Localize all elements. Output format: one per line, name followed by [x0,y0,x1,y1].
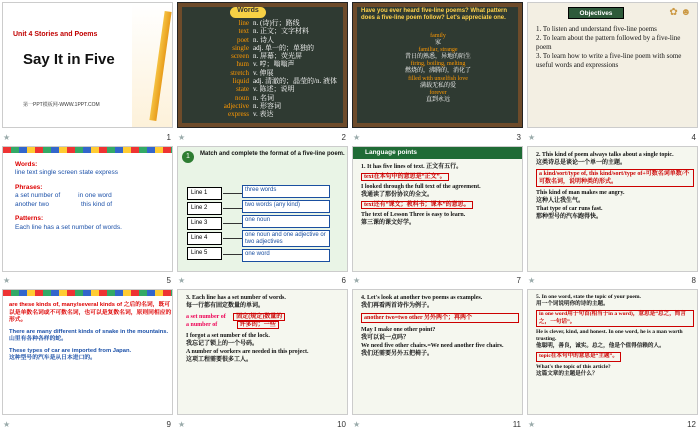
phrase: in one word [78,192,112,199]
slide-11 [352,289,523,415]
word: line [238,19,249,27]
slide-3 [352,2,523,128]
text-line: May I make one other point? [361,327,436,333]
slide-12 [527,289,698,415]
text-line: The text of Lesson Three is easy to learn. [361,211,466,218]
text-line: 那种型号的汽车跑得快。 [536,213,603,220]
phrase: another two [15,200,49,208]
word: adjective [223,101,249,110]
slide-10 [177,289,348,415]
word: screen [231,52,249,61]
line-box: Line 1 [187,187,222,200]
text-line: 我通读了那份协议的全文。 [361,191,434,198]
highlight-box: text还有“课文；教科书；课本”的意思。 [361,201,473,209]
text-line: This kind of man makes me angry. [536,189,625,196]
slide-number: 8 [691,276,696,285]
answer-box: two words (any kind) [242,200,330,213]
animation-star-icon: ★ [353,276,361,285]
phrase: this kind of [80,200,113,208]
answer-box: three words [242,185,330,198]
text-line: 这种型号的汽车是从日本进口的。 [9,355,96,361]
meaning: n. 屏幕；荧光屏 [253,52,302,61]
meaning: n. 形容词 [253,101,281,110]
text-line: 第三课的课文好学。 [361,219,416,226]
meaning: v. 哼；嗡嗡声 [253,60,295,69]
text-line: 这篇文章的主题是什么？ [536,370,598,377]
text-line: 山里有各种各样的蛇。 [9,336,67,342]
slide-body [536,294,694,378]
answer-box: one noun [242,215,330,228]
slide-body [536,151,694,221]
highlight-box: 固定(规定)数量的 [233,313,285,321]
word: hum [236,60,249,69]
text-line: 他聪明，善良，诚实。总之，他是个值得信赖的人。 [536,343,665,350]
slide-thumbnail-3[interactable] [350,0,525,144]
text-line: 2. This kind of poem always talks about a single topic. [536,151,674,158]
color-strip [3,290,173,296]
text-line: 我们还需要另外五把椅子。 [361,351,434,357]
poem [383,33,493,104]
line-box: Line 4 [187,232,222,245]
slide-number: 9 [166,419,171,429]
animation-star-icon: ★ [178,276,186,285]
animation-star-icon: ★ [3,276,11,285]
summary-text [15,161,165,233]
highlight-box: in one word用于句首(相当于in a word)，意思是“总之，简言之，一句话”。 [536,310,694,326]
text-line: 每一行都有固定数量的单词。 [186,303,265,309]
text-line: 用一个词说明你的诗的主题。 [536,301,609,308]
slide-body [361,163,519,227]
slide-thumbnail-4[interactable] [525,0,700,144]
words-text: line text single screen state express [15,169,118,176]
slide-thumbnail-12[interactable] [525,287,700,431]
phrase: a set number of [15,192,61,199]
meaning: v. 陈述；说明 [253,85,295,94]
connector-line [223,223,242,224]
meaning: adj. 清澈的；晶莹的/n. 液体 [253,77,337,86]
slide-number: 11 [512,419,521,429]
patterns-label: Patterns: [15,215,44,222]
slide-number: 4 [691,132,696,142]
text-line: 我忘记了锁上的一个号码。 [186,341,259,347]
words-label: Words: [15,160,38,168]
highlight-box: a kind/sort/type of, this kind/sort/type of+可数名词单数/不可数名词，说明种类的形式。 [536,169,694,187]
highlight-box: another two=two other 另外两个；再两个 [361,313,519,323]
word: liquid [232,77,249,86]
slide-thumbnail-5[interactable] [0,144,175,288]
slide-6 [177,146,348,272]
line-box: Line 2 [187,202,222,215]
task-text: Match and complete the format of a five-line poem. [200,150,345,157]
connector-line [223,238,242,239]
slide-number: 10 [337,419,346,429]
text-line: He is clever, kind, and honest. In one word, he is a man worth trusting. [536,328,683,343]
phrases-label: Phrases: [15,183,43,191]
answer-box: one noun and one adjective or two adjectives [242,230,330,247]
text-line: are these kinds of, many/several kinds of 之后的名词，既可以是单数名词或不可数名词，也可以是复数名词，原则同相应的形式。 [9,302,172,323]
slide-8 [527,146,698,272]
poem-line-cn: 家 [434,40,441,47]
poem-line-cn: 直到永远 [425,96,450,103]
animation-star-icon: ★ [528,132,536,142]
poem-line-cn: 昔日的熟悉，异地的陌生 [404,54,471,61]
slide-1 [2,2,173,128]
phrase: a set number of [186,314,226,320]
text-line: We need five other chairs.=We need another five chairs. [361,343,504,349]
text-line: I forgot a set number of the lock. [186,333,270,339]
poem-line-en: family [430,33,446,39]
text-line: 我可以说一点吗？ [361,335,410,341]
question-text: Have you ever heard five-line poems? What pattern does a five-line poem follow? Let's appreciate one. [361,8,508,21]
objective-item: 2. To learn about the pattern followed by a five-line poem [536,34,681,51]
slide-number: 5 [166,276,171,285]
meaning-list [253,19,346,119]
line-box: Line 5 [187,247,222,260]
word-list [193,19,249,119]
meaning: n. 诗人 [253,35,274,44]
phrase: a number of [186,322,218,328]
text-line: 3. Each line has a set number of words. [186,295,286,301]
connector-line [223,193,242,194]
slide-title: Say It in Five [23,51,115,68]
animation-star-icon: ★ [178,132,186,142]
animation-star-icon: ★ [528,276,536,285]
text-line: 这类诗总是谈论一个单一的主题。 [536,159,627,166]
text-line: There are many different kinds of snake in the mountains. [9,328,169,335]
animation-star-icon: ★ [178,419,186,429]
text-line: 5. In one word, state the topic of your poem. [536,294,641,300]
text-line: 1. It has five lines of text. 正文有五行。 [361,163,463,170]
slide-number: 7 [516,276,521,285]
highlight-box: 许多的；一些 [237,321,279,329]
slide-number: 6 [341,276,346,285]
text-line: These types of car are imported from Japan. [9,347,132,354]
meaning: n. (诗)行；路线 [253,19,300,27]
poem-line-en: filled with unselfish love [408,75,468,82]
word: noun [235,93,249,102]
slide-2 [177,2,348,128]
connector-line [223,208,242,209]
objectives-header: Objectives [568,7,624,19]
slide-thumbnail-7[interactable] [350,144,525,288]
connector-line [223,254,242,255]
poem-line-en: firing, boiling, melting [410,61,466,68]
meaning: adj. 单一的；单独的 [253,43,315,52]
poem-line-cn: 燃烧的，沸腾的，消化了 [404,68,471,75]
slide-7 [352,146,523,272]
objective-item: 1. To listen and understand five-line poems [536,25,657,33]
slide-thumbnail-6[interactable] [175,144,350,288]
word: text [238,27,249,36]
slide-thumbnail-9[interactable] [0,287,175,431]
task-number-badge: 1 [182,151,194,163]
animation-star-icon: ★ [353,419,361,429]
word: poet [236,35,249,44]
highlight-box: text在本句中的意思是“正文”。 [361,173,449,181]
pattern-text: Each line has a set number of words. [15,223,122,231]
animation-star-icon: ★ [3,132,11,142]
text-line: 这项工程需要很多工人。 [186,357,253,363]
text-line: What's the topic of this article? [536,363,611,370]
slide-9 [2,289,173,415]
slide-thumbnail-8[interactable] [525,144,700,288]
slide-number: 12 [687,419,696,429]
poem-line-en: familiar, strange [418,47,458,54]
text-line: A number of workers are needed in this project. [186,349,309,355]
text-line: 这种人让我生气。 [536,197,585,204]
cartoon-icon: ✿ ☻ [669,7,691,18]
line-box: Line 3 [187,217,222,230]
poem-line-en: forever [429,89,447,96]
animation-star-icon: ★ [528,419,536,429]
words-header: Words [230,7,266,18]
word: stretch [230,68,249,77]
objective-list [536,25,696,70]
text-line: I looked through the full text of the agreement. [361,183,481,190]
poem-line-cn: 满载无私的爱 [419,82,456,89]
meaning: n. 名词 [253,93,274,102]
highlight-box: topic在本句中的意思是“主题”。 [536,352,621,361]
slide-body [361,294,519,358]
slide-4 [527,2,698,128]
meaning: v. 表达 [253,110,274,119]
word: single [232,43,249,52]
unit-label: Unit 4 Stories and Poems [13,31,98,38]
answer-box: one word [242,249,330,262]
animation-star-icon: ★ [3,419,11,429]
section-header: Language points [353,147,523,159]
slide-thumbnail-1[interactable] [0,0,175,144]
meaning: n. 正文；文字材料 [253,27,309,36]
word: express [228,110,249,119]
word: state [236,85,249,94]
slide-thumbnail-10[interactable] [175,287,350,431]
animation-star-icon: ★ [353,132,361,142]
site-label: 第一PPT模板网-WWW.1PPT.COM [23,102,100,108]
slide-number: 1 [166,132,171,142]
slide-body [186,294,344,364]
text-line: 4. Let's look at another two poems as examples. [361,295,483,301]
meaning: v. 伸展 [253,68,274,77]
slide-thumbnail-11[interactable] [350,287,525,431]
slide-body [9,302,172,363]
slide-5 [2,146,173,272]
slide-number: 2 [341,132,346,142]
slide-number: 3 [516,132,521,142]
slide-thumbnail-2[interactable] [175,0,350,144]
text-line: 我们再看两首诗作为例子。 [361,303,434,309]
color-strip [3,147,173,153]
objective-item: 3. To learn how to write a five-line poem with some useful words and expressions [536,52,682,69]
text-line: That type of car runs fast. [536,205,603,212]
